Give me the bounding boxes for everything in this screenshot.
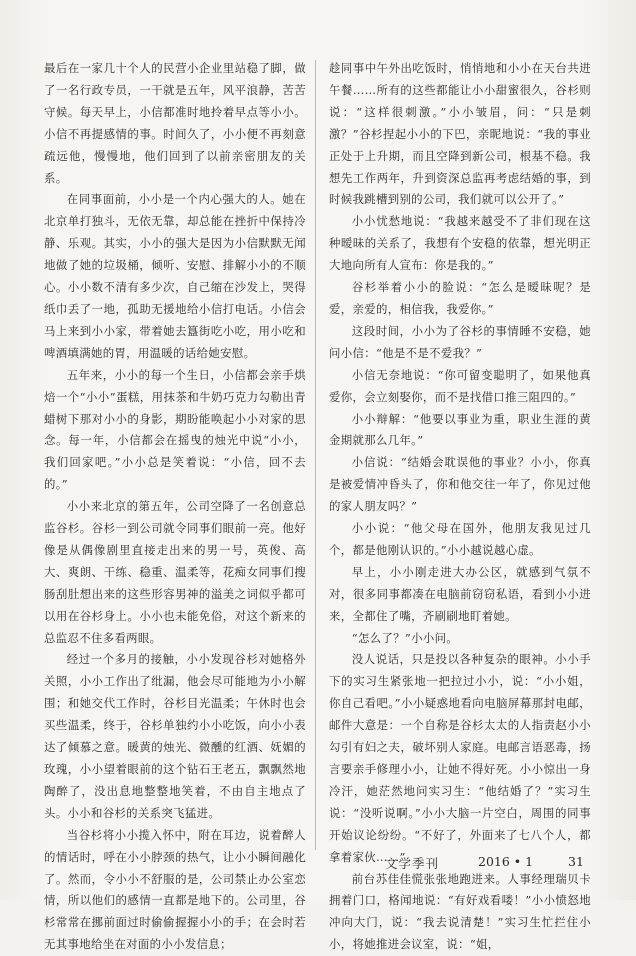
paragraph: 谷杉举着小小的脸说：“怎么是暧昧呢？是爱，亲爱的，相信我，我爱你。” <box>329 280 591 316</box>
page-footer <box>0 854 636 876</box>
paragraph: “怎么了？”小小问。 <box>351 630 459 645</box>
page-number: 31 <box>568 854 584 869</box>
issue-number: 2016 • 1 <box>478 854 534 869</box>
paragraph: 早上，小小刚走进大办公区，就感到气氛不对，很多同事都凑在电脑前窃窃私语，看到小小进来，全都住了嘴，齐刷刷地盯着她。 <box>329 564 591 623</box>
paragraph: 经过一个多月的接触，小小发现谷杉对她格外关照，小小工作出了纰漏，他会尽可能地为小小解围；和她交代工作时，谷杉目光温柔；午休时也会买些温柔，终于，谷杉单独约小小吃饭，向小小表达了倾慕之意。暖黄的烛光、微醺的红酒、妩媚的玫瑰，小小望着眼前的这个钻石王老五，飘飘然地陶醉了，没出息地整整地笑着，不由自主地点了头。小小和谷杉的关系突飞猛进。 <box>44 652 306 820</box>
column-divider <box>315 60 316 850</box>
paragraph: 小信说：“结婚会耽误他的事业？小小，你真是被爱情冲昏头了，你和他交往一年了，你见过他的家人朋友吗？” <box>329 455 591 514</box>
right-column <box>329 58 591 956</box>
paragraph: 当谷杉将小小揽入怀中，附在耳边，说着醉人的情话时，呼在小小脖颈的热气，让小小瞬间融化了。然而，令小小不舒服的是，公司禁止办公室恋情，所以他们的感情一直都是地下的。公司里，谷杉常常在挪前面过时偷偷握握小小的手；在会时若无其事地给坐在对面的小小发信息； <box>44 827 306 952</box>
paragraph: 前台苏佳佳慌张张地跑进来。人事经理瑞贝卡拥着门口，格闻地说：“有好戏看喽！”小小愤怒地冲向大门，说：“我去说清楚！”实习生忙拦住小小，将她推进会议室，说：“姐， <box>329 871 591 952</box>
paragraph: 趁同事中午外出吃饭时，悄悄地和小小在天台共进午餐……所有的这些都能让小小甜蜜很久，谷杉则说：“这样很刺激。”小小皱眉，问：“只是刺激？”谷杉捏起小小的下巴，亲昵地说：“我的事业正处于上升期，而且空降到新公司，根基不稳。我想先工作两年，升到资深总监再考虑结婚的事，到时候我跳槽到别的公司，我们就可以公开了。” <box>329 61 591 207</box>
paragraph: 小小说：“他父母在国外，他朋友我见过几个，都是他刚认识的。”小小越说越心虚。 <box>329 521 591 557</box>
left-column <box>44 58 306 956</box>
paragraph: 这段时间，小小为了谷杉的事情睡不安稳，她问小信：“他是不是不爱我？” <box>329 323 591 360</box>
magazine-name: 文学季刊 <box>385 856 440 871</box>
paragraph: 小小辩解：“他要以事业为重，职业生涯的黄金期就那么几年。” <box>329 411 591 448</box>
paragraph: 小信无奈地说：“你可留变聪明了，如果他真爱你，会立刻娶你，而不是找借口推三阻四的。” <box>329 367 591 404</box>
paragraph: 没人说话，只是投以各种复杂的眼神。小小手下的实习生紧张地一把拉过小小，说：“小小姐，你自己看吧。”小小疑惑地看向电脑屏幕那封电邮，邮件大意是：一个自称是谷杉太太的人指责赵小小勾引有妇之夫，破坏别人家庭。电邮言语恶毒，扬言要亲手修理小小，让她不得好死。小小惊出一身冷汗，她茫然地问实习生：“他结婚了？”实习生说：“没听说啊。”小小大脑一片空白，周围的同事开始议论纷纷。“不好了，外面来了七八个人，都拿着家伙……” <box>329 652 591 864</box>
paragraph: 在同事面前，小小是一个内心强大的人。她在北京单打独斗，无依无靠，却总能在挫折中保持冷静、乐观。其实，小小的强大是因为小信默默无闻地做了她的垃圾桶，倾听、安慰、排解小小的不顺心。小小数不清有多少次，自己缩在沙发上，哭得纸巾丢了一地，孤助无援地给小信打电话。小信会马上来到小小家，带着她去簋街吃小吃，用小吃和啤酒填满她的胃，用温暖的话给她安慰。 <box>44 192 306 360</box>
paragraph: 小小忧愁地说：“我越来越受不了非们现在这种暧昧的关系了，我想有个安稳的依靠，想光明正大地向所有人宣布：你是我的。” <box>329 214 591 273</box>
paragraph: 五年来，小小的每一个生日，小信都会亲手烘焙一个“小小”蛋糕，用抹茶和牛奶巧克力勾勒出青蜡树下那对小小的身影，期盼能唤起小小对家的思念。每一年，小信都会在摇曳的烛光中说“小小，我们回家吧。”小小总是笑着说：“小信，回不去的。” <box>44 367 306 492</box>
paragraph: 最后在一家几十个人的民营小企业里站稳了脚，做了一名行政专员，一干就是五年，风平浪静，苦苦守候。每天早上，小信都准时地拎着早点等小小。小信不再提感情的事。时间久了，小小便不再刻意疏远他，慢慢地，他们回到了以前亲密朋友的关系。 <box>44 61 306 185</box>
paragraph: 小小来北京的第五年，公司空降了一名创意总监谷杉。谷杉一到公司就令同事们眼前一亮。他好像是从偶像剧里直接走出来的男一号，英俊、高大、爽朗、干练、稳重、温柔等，花痴女同事们搜肠刮肚想出来的这些形容男神的溢美之词似乎都可以用在谷杉身上。小小也未能免俗，对这个新来的总监忍不住多看两眼。 <box>44 499 306 645</box>
